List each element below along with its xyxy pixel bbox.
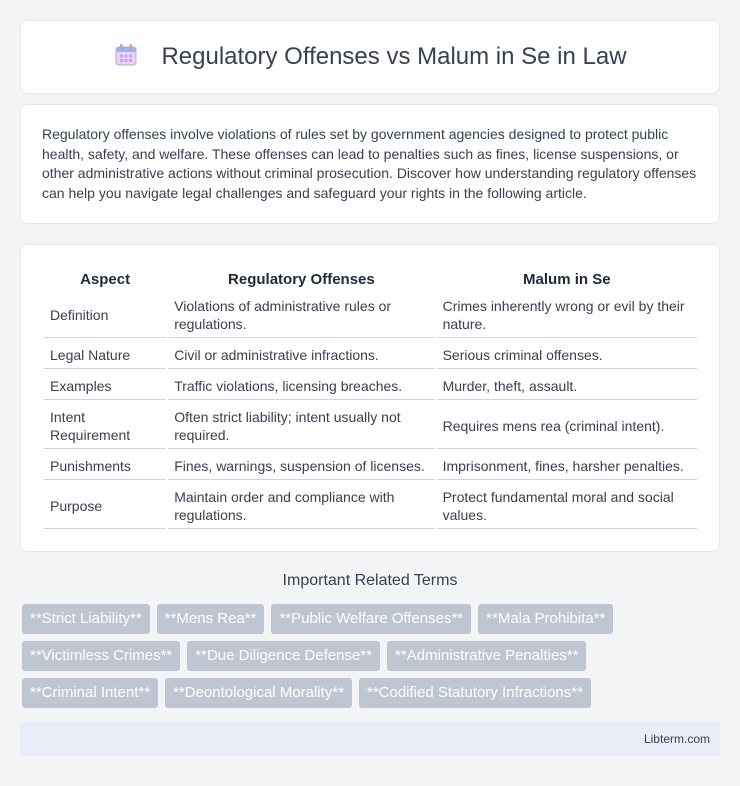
table-header-row: [44, 267, 697, 289]
table-row: [44, 291, 697, 338]
related-term-tag[interactable]: **Public Welfare Offenses**: [271, 604, 471, 634]
column-header-regulatory: Regulatory Offenses: [228, 271, 375, 288]
table-cell: Fines, warnings, suspension of licenses.: [168, 451, 434, 480]
table-cell: Punishments: [44, 451, 166, 480]
related-term-tag[interactable]: **Strict Liability**: [22, 604, 150, 634]
comparison-card: [20, 244, 720, 552]
table-cell: Crimes inherently wrong or evil by their nature.: [437, 291, 697, 338]
table-cell: Serious criminal offenses.: [437, 340, 697, 369]
table-cell: Imprisonment, fines, harsher penalties.: [437, 451, 697, 480]
table-cell: Protect fundamental moral and social values.: [437, 482, 697, 529]
related-term-tag[interactable]: **Due Diligence Defense**: [187, 641, 380, 671]
page-title: Regulatory Offenses vs Malum in Se in Law: [161, 43, 627, 70]
table-cell: Civil or administrative infractions.: [168, 340, 434, 369]
table-cell: Requires mens rea (criminal intent).: [437, 402, 697, 449]
related-terms-title: Important Related Terms: [282, 572, 458, 589]
calendar-icon: [113, 42, 139, 73]
table-row: [44, 482, 697, 529]
table-row: [44, 371, 697, 400]
table-cell: Murder, theft, assault.: [437, 371, 697, 400]
table-cell: Examples: [44, 371, 166, 400]
related-term-tag[interactable]: **Mala Prohibita**: [478, 604, 613, 634]
related-term-tag[interactable]: **Mens Rea**: [157, 604, 265, 634]
related-term-tag[interactable]: **Criminal Intent**: [22, 678, 158, 708]
intro-text: Regulatory offenses involve violations of rules set by government agencies designed to protect public health, safety, and welfare. These offenses can lead to penalties such as fines, license suspensions, or other administrative actions without criminal prosecution. Discover how understanding regulatory offenses can help you navigate legal challenges and safeguard your rights in the following article.: [42, 126, 697, 201]
header-card: [20, 20, 720, 94]
related-term-tag[interactable]: **Victimless Crimes**: [22, 641, 180, 671]
table-cell: Violations of administrative rules or regulations.: [168, 291, 434, 338]
table-row: [44, 340, 697, 369]
table-cell: Legal Nature: [44, 340, 166, 369]
related-term-tag[interactable]: **Deontological Morality**: [165, 678, 352, 708]
table-cell: Purpose: [44, 482, 166, 529]
column-header-malum: Malum in Se: [523, 271, 611, 288]
intro-card: [20, 104, 720, 224]
footer-site-link[interactable]: Libterm.com: [643, 732, 710, 746]
table-row: [44, 451, 697, 480]
table-cell: Intent Requirement: [44, 402, 166, 449]
footer-bar: [20, 722, 720, 756]
column-header-aspect: Aspect: [80, 271, 131, 288]
table-cell: Maintain order and compliance with regulations.: [168, 482, 434, 529]
table-cell: Definition: [44, 291, 166, 338]
related-term-tag[interactable]: **Administrative Penalties**: [387, 641, 586, 671]
related-term-tag[interactable]: **Codified Statutory Infractions**: [359, 678, 591, 708]
table-row: [44, 402, 697, 449]
table-cell: Traffic violations, licensing breaches.: [168, 371, 434, 400]
comparison-table: [42, 265, 699, 531]
related-terms-list: [22, 604, 722, 708]
table-cell: Often strict liability; intent usually not required.: [168, 402, 434, 449]
